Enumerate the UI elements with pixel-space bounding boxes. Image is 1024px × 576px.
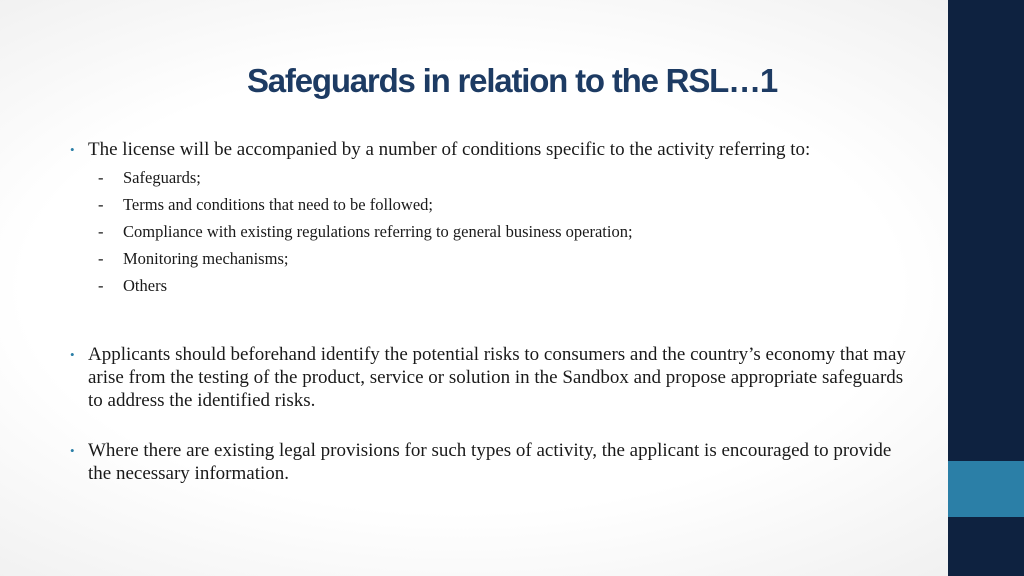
bullet-marker: • [70,443,75,458]
slide-title: Safeguards in relation to the RSL…1 [246,62,778,99]
bullet-marker: • [70,347,75,362]
sub-marker: - [98,195,104,214]
sub-item [98,164,910,191]
bullet-item [70,439,910,485]
bullet-text: Where there are existing legal provisions for such types of activity, the applicant is encouraged to provide the necessary information. [88,440,892,484]
sub-item [98,218,910,245]
sub-marker: - [98,249,104,268]
sub-item-text: Compliance with existing regulations referring to general business operation; [123,222,633,241]
sub-item-text: Terms and conditions that need to be followed; [123,195,433,214]
slide-content [70,138,910,485]
bullet-item [70,138,910,316]
sidebar-panel [948,0,1024,576]
sub-item [98,272,910,299]
sidebar-accent-block [948,461,1024,517]
sub-item-text: Others [123,276,167,295]
bullet-text: The license will be accompanied by a number of conditions specific to the activity referring to: [88,139,811,160]
sub-marker: - [98,168,104,187]
spacer [88,299,910,316]
sub-item-text: Monitoring mechanisms; [123,249,289,268]
bullet-item [70,343,910,412]
sub-list [88,164,910,299]
sub-marker: - [98,222,104,241]
bullet-marker: • [70,142,75,157]
sub-marker: - [98,276,104,295]
bullet-text: Applicants should beforehand identify the potential risks to consumers and the country’s economy that may arise from the testing of the product, service or solution in the Sandbox and propose appropriate safeguards to address the identified risks. [88,344,906,411]
sub-item-text: Safeguards; [123,168,201,187]
sub-item [98,191,910,218]
sub-item [98,245,910,272]
